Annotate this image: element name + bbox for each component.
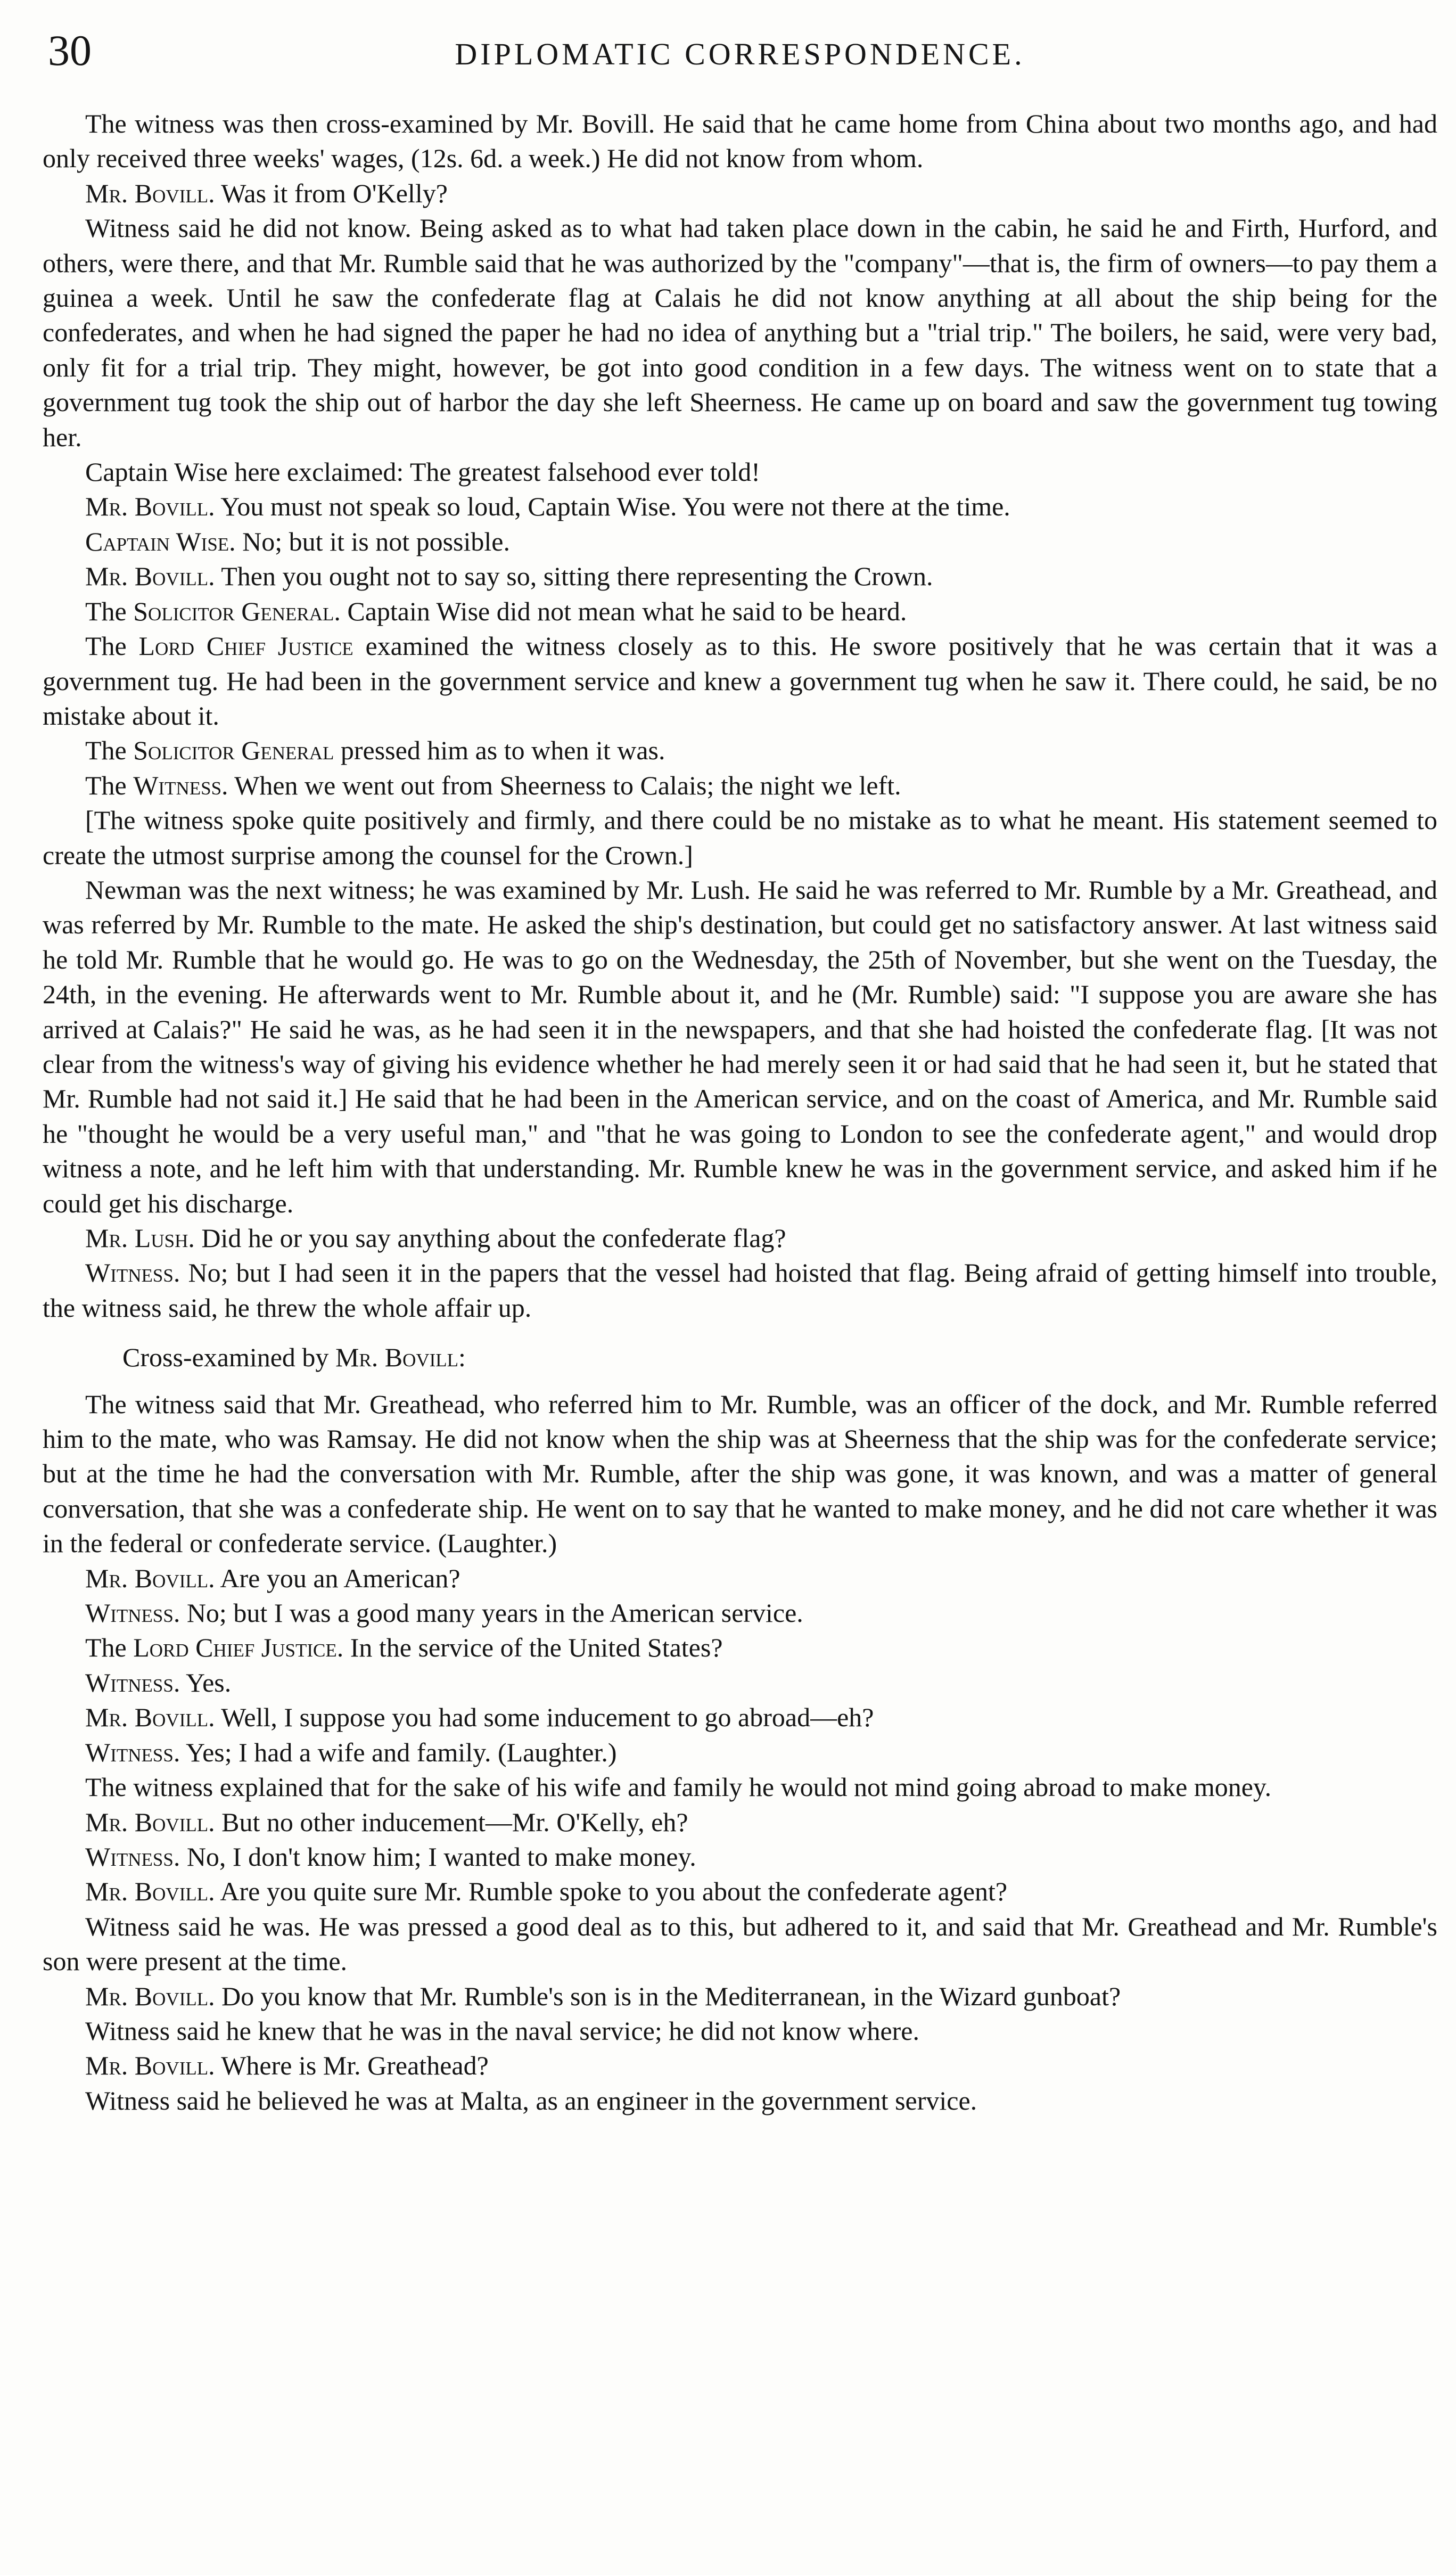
speaker-label: Witness. bbox=[133, 770, 228, 800]
running-title: DIPLOMATIC CORRESPONDENCE. bbox=[455, 37, 1025, 71]
page-header bbox=[48, 21, 1432, 85]
speaker-label: Mr. Bovill. bbox=[85, 1563, 215, 1593]
dialogue-line: The Lord Chief Justice examined the witness closely as to this. He swore positively that he was certain that it was a government tug. He had been in the government service and knew a government tug when he saw it. There could, he said, be no mistake about it. bbox=[43, 631, 1438, 731]
speaker-label: Mr. Bovill. bbox=[85, 491, 215, 522]
dialogue-text: But no other inducement—Mr. O'Kelly, eh? bbox=[221, 1807, 688, 1837]
speaker-label: Mr. Bovill. bbox=[85, 1876, 215, 1907]
paragraph-text: Witness said he was. He was pressed a good deal as to this, but adhered to it, and said that Mr. Greathead and Mr. Rumble's son were present at the time. bbox=[43, 1911, 1437, 1977]
dialogue-text: Was it from O'Kelly? bbox=[221, 178, 448, 208]
speaker-label: Witness. bbox=[85, 1598, 180, 1628]
speaker-label: Lord Chief Justice bbox=[138, 631, 353, 661]
dialogue-line: The Solicitor General pressed him as to when it was. bbox=[85, 735, 665, 766]
dialogue-text: Did he or you say anything about the confederate flag? bbox=[201, 1223, 786, 1253]
dialogue-text: No; but I had seen it in the papers that the vessel had hoisted that flag. Being afraid of getting himself into trouble, the witness said, he threw the whole affair up. bbox=[43, 1258, 1437, 1323]
speaker-label: Witness. bbox=[85, 1667, 180, 1697]
dialogue-text: No; but it is not possible. bbox=[242, 526, 510, 556]
paragraph-text: [The witness spoke quite positively and firmly, and there could be no mistake as to what he meant. His statement seemed to create the utmost surprise among the counsel for the Crown.] bbox=[43, 805, 1437, 870]
speaker-label: Solicitor General. bbox=[133, 596, 341, 626]
speaker-label: Mr. Bovill. bbox=[85, 2051, 215, 2081]
dialogue-text: Where is Mr. Greathead? bbox=[221, 2051, 489, 2081]
speaker-label: Mr. Lush. bbox=[85, 1223, 195, 1253]
dialogue-line bbox=[43, 1700, 1437, 1735]
dialogue-text: In the service of the United States? bbox=[350, 1633, 723, 1663]
dialogue-line bbox=[43, 1561, 1437, 1596]
dialogue-text: Captain Wise did not mean what he said to be heard. bbox=[347, 596, 907, 626]
paragraph-text: Witness said he did not know. Being asked as to what had taken place down in the cabin, he said he and Firth, Hurford, and others, were there, and that Mr. Rumble said that he was authorized by the "company"—that is, the firm of owners—to pay them a guinea a week. Until he saw the confederate flag at Calais he did not know anything at all about the ship being for the confederates, and when he had signed the paper he had no idea of anything but a "trial trip." The boilers, he said, were very bad, only fit for a trial trip. They might, however, be got into good condition in a few days. The witness went on to state that a government tug took the ship out of harbor the day she left Sheerness. He came up on board and saw the government tug towing her. bbox=[43, 213, 1437, 452]
dialogue-line bbox=[43, 1735, 1437, 1770]
dialogue-text: Well, I suppose you had some inducement to go abroad—eh? bbox=[221, 1702, 874, 1733]
dialogue-text: pressed him as to when it was. bbox=[340, 735, 665, 766]
paragraph-text: Newman was the next witness; he was examined by Mr. Lush. He said he was referred to Mr. Rumble by a Mr. Greathead, and was referred by Mr. Rumble to the mate. He asked the ship's destination, but could get no satisfactory answer. At last witness said he told Mr. Rumble that he would go. He was to go on the Wednesday, the 25th of November, but she went on the Tuesday, the 24th, in the evening. He afterwards went to Mr. Rumble about it, and he (Mr. Rumble) said: "I suppose you are aware she has arrived at Calais?" He said he was, as he had seen it in the newspapers, and that she had hoisted the confederate flag. [It was not clear from the witness's way of giving his evidence whether he had merely seen it or had said that he had seen it, but he stated that Mr. Rumble had not said it.] He said that he had been in the American service, and on the coast of America, and Mr. Rumble said he "thought he would be a very useful man," and "that he was going to London to see the confederate agent," and would drop witness a note, and he left him with that understanding. Mr. Rumble knew he was in the government service, and asked him if he could get his discharge. bbox=[43, 874, 1437, 1218]
dialogue-line bbox=[43, 1805, 1437, 1840]
dialogue-line bbox=[43, 1979, 1437, 2014]
paragraph bbox=[43, 1909, 1437, 1979]
speaker-label: Witness. bbox=[85, 1737, 180, 1767]
speaker-label: Solicitor General bbox=[133, 735, 334, 766]
dialogue-line bbox=[43, 176, 1437, 211]
section-heading bbox=[43, 1340, 1437, 1375]
speaker-label: Lord Chief Justice. bbox=[133, 1633, 344, 1663]
dialogue-line bbox=[43, 489, 1437, 524]
speaker-label: Mr. Bovill: bbox=[335, 1342, 466, 1373]
paragraph-text: The witness explained that for the sake of his wife and family he would not mind going abroad to make money. bbox=[85, 1772, 1272, 1802]
dialogue-text: examined the witness closely as to this. He swore positively that he was certain that it was a government tug. He had been in the government service and knew a government tug when he saw it. There could, he said, be no mistake about it. bbox=[43, 631, 1438, 731]
dialogue-line bbox=[43, 1874, 1437, 1909]
dialogue-line bbox=[43, 559, 1437, 594]
paragraph bbox=[43, 1387, 1437, 1561]
dialogue-text: Then you ought not to say so, sitting there representing the Crown. bbox=[221, 561, 933, 592]
dialogue-text: When we went out from Sheerness to Calais; the night we left. bbox=[234, 770, 901, 800]
paragraph bbox=[43, 211, 1437, 455]
paragraph bbox=[43, 455, 1437, 489]
dialogue-text: Yes; I had a wife and family. (Laughter.) bbox=[185, 1737, 617, 1767]
dialogue-line: The Solicitor General. Captain Wise did not mean what he said to be heard. bbox=[85, 596, 907, 626]
dialogue-line bbox=[43, 1596, 1437, 1630]
dialogue-line bbox=[43, 1666, 1437, 1700]
paragraph-text: The witness was then cross-examined by Mr. Bovill. He said that he came home from China about two months ago, and had only received three weeks' wages, (12s. 6d. a week.) He did not know from whom. bbox=[43, 109, 1437, 174]
page-number: 30 bbox=[48, 26, 92, 75]
speaker-label: Mr. Bovill. bbox=[85, 178, 215, 208]
paragraph bbox=[43, 2014, 1437, 2048]
paragraph bbox=[43, 1770, 1437, 1805]
dialogue-text: No, I don't know him; I wanted to make money. bbox=[186, 1841, 696, 1872]
speaker-label: Mr. Bovill. bbox=[85, 561, 215, 592]
speaker-label: Witness. bbox=[85, 1258, 180, 1288]
paragraph-text: Captain Wise here exclaimed: The greatest falsehood ever told! bbox=[85, 457, 760, 487]
speaker-label: Mr. Bovill. bbox=[85, 1702, 215, 1733]
dialogue-line: The Lord Chief Justice. In the service of the United States? bbox=[85, 1633, 723, 1663]
dialogue-text: Yes. bbox=[185, 1667, 232, 1697]
dialogue-line bbox=[43, 2048, 1437, 2083]
dialogue-line bbox=[43, 1256, 1437, 1325]
dialogue-line bbox=[43, 1221, 1437, 1256]
dialogue-line: The Witness. When we went out from Sheerness to Calais; the night we left. bbox=[85, 770, 901, 800]
paragraph bbox=[43, 2084, 1437, 2118]
paragraph bbox=[43, 106, 1437, 176]
dialogue-text: No; but I was a good many years in the American service. bbox=[186, 1598, 803, 1628]
dialogue-text: Are you quite sure Mr. Rumble spoke to you about the confederate agent? bbox=[220, 1876, 1008, 1907]
paragraph-text: Witness said he knew that he was in the naval service; he did not know where. bbox=[85, 2015, 919, 2046]
body-text bbox=[43, 106, 1437, 2118]
speaker-label: Mr. Bovill. bbox=[85, 1807, 215, 1837]
paragraph bbox=[43, 873, 1437, 1221]
paragraph-text: Witness said he believed he was at Malta, as an engineer in the government service. bbox=[85, 2085, 977, 2115]
paragraph bbox=[43, 803, 1437, 873]
heading-text: Cross-examined by bbox=[122, 1342, 329, 1373]
dialogue-line bbox=[43, 524, 1437, 559]
dialogue-text: Are you an American? bbox=[220, 1563, 460, 1593]
dialogue-text: You must not speak so loud, Captain Wise. You were not there at the time. bbox=[220, 491, 1010, 522]
dialogue-line bbox=[43, 1840, 1437, 1874]
speaker-label: Witness. bbox=[85, 1841, 180, 1872]
speaker-label: Mr. Bovill. bbox=[85, 1981, 215, 2011]
paragraph-text: The witness said that Mr. Greathead, who referred him to Mr. Rumble, was an officer of the dock, and Mr. Rumble referred him to the mate, who was Ramsay. He did not know when the ship was at Sheerness that the ship was for the confederate service; but at the time he had the conversation with Mr. Rumble, after the ship was gone, it was known, and was a matter of general conversation, that she was a confederate ship. He went on to say that he wanted to make money, and he did not care whether it was in the federal or confederate service. (Laughter.) bbox=[43, 1389, 1437, 1559]
dialogue-text: Do you know that Mr. Rumble's son is in the Mediterranean, in the Wizard gunboat? bbox=[221, 1981, 1121, 2011]
speaker-label: Captain Wise. bbox=[85, 526, 236, 556]
